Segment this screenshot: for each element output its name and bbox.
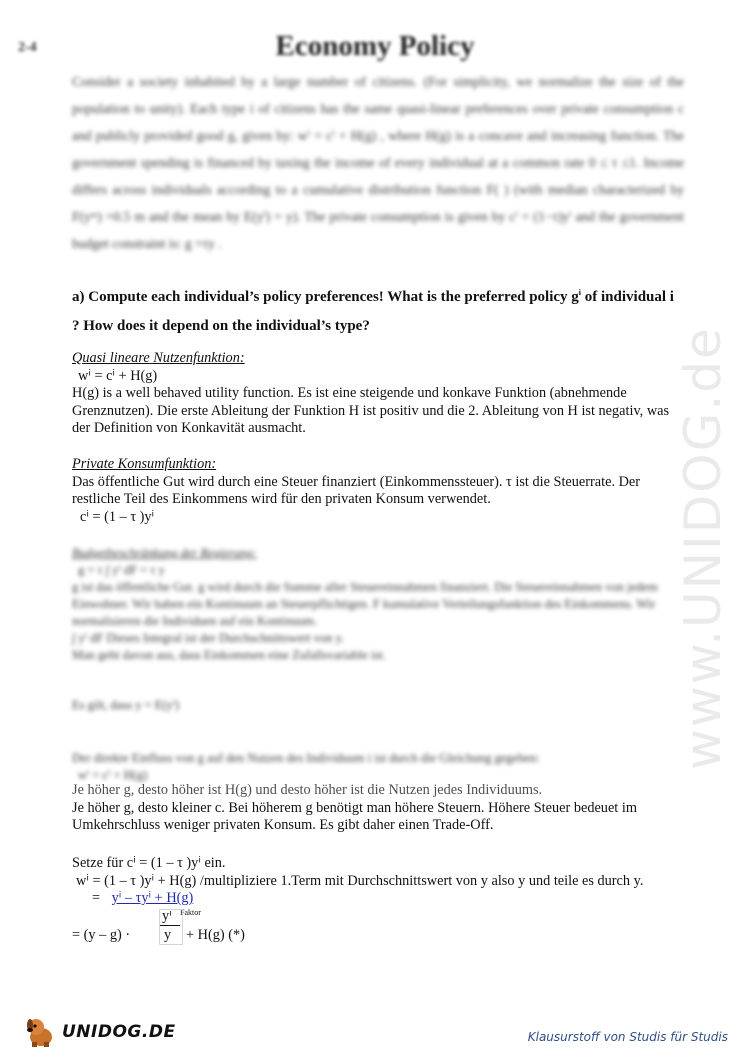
fraction-prefix: = (y – g) · bbox=[72, 926, 131, 943]
question-sup: i bbox=[578, 288, 582, 297]
section-text: Je höher g, desto höher ist H(g) und desto höher ist die Nutzen jedes Individuums. bbox=[72, 782, 543, 798]
substitution-formula: wⁱ = (1 – τ )yⁱ + H(g) /multipliziere 1.Term mit Durchschnittswert von y also y und teile es durch y. bbox=[76, 872, 644, 889]
watermark: www.UNIDOG.de bbox=[674, 326, 732, 770]
section-heading: Quasi lineare Nutzenfunktion: bbox=[72, 350, 245, 366]
dog-icon bbox=[24, 1015, 58, 1049]
logo-text: UNIDOG.DE bbox=[62, 1022, 176, 1042]
question-line2: ? How does it depend on the individual’s type? bbox=[72, 318, 370, 334]
formula-utility: wⁱ = cⁱ + H(g) bbox=[78, 367, 158, 384]
section-text: Es gilt, dass y = E(yⁱ) bbox=[72, 698, 180, 712]
intro-paragraph: Consider a society inhabited by a large number of citizens. (For simplicity, we normalize the size of the population to unity). Each type i of citizens has the same quasi-linear preferences over private consumption c and publicly provided good g, given by: wⁱ = cⁱ + H(g) , where H(g) is a concave and increasing function. The government spending is financed by taxing the income of every individual at a common rate 0 ≤ τ ≤1. Income differs across individuals according to a cumulative distribution function F( ) (with median characterized by F(yᵐ) =0.5 m and the mean by E(yⁱ) = y). The private consumption is given by cⁱ = (1−τ)yⁱ and the government budget constraint is: g =τy . bbox=[72, 74, 684, 251]
section-text: Das öffentliche Gut wird durch eine Steuer finanziert (Einkommenssteuer). τ ist die Steuerrate. Der restliche Teil des Einkommens wird für den privaten Konsum verwendet. bbox=[72, 473, 641, 507]
section-heading: Budgetbeschränkung der Regierung: bbox=[72, 546, 257, 560]
blue-expression: yⁱ – τyⁱ + H(g) bbox=[111, 890, 194, 906]
substitution-step bbox=[72, 890, 682, 908]
section-line: Man geht davon aus, dass Einkommen eine Zufallsvariable ist. bbox=[72, 648, 386, 662]
page-number: 2-4 bbox=[18, 40, 37, 55]
fraction-numerator: yⁱ bbox=[162, 907, 172, 924]
page-title: Economy Policy bbox=[275, 30, 475, 62]
formula-budget: g = τ ∫ yⁱ dF = τ y bbox=[78, 563, 165, 577]
section-text: Je höher g, desto kleiner c. Bei höherem g benötigt man höhere Steuern. Höhere Steuer bedeuet im Umkehrschluss weniger privaten Konsum. Es gibt daher einen Trade-Off. bbox=[72, 799, 637, 833]
question-line1: a) Compute each individual’s policy preferences! What is the preferred policy g bbox=[72, 289, 579, 305]
section-trade-off bbox=[72, 782, 682, 835]
section-text: Der direkte Einfluss von g auf den Nutzen des Individuum i ist durch die Gleichung gegeben: bbox=[72, 751, 540, 765]
fraction-suffix: + H(g) (*) bbox=[186, 926, 245, 943]
footer-slogan: Klausurstoff von Studis für Studis bbox=[527, 1030, 728, 1044]
formula-consumption: cⁱ = (1 – τ )yⁱ bbox=[80, 508, 155, 525]
factor-box bbox=[159, 909, 183, 945]
equals-sign: = bbox=[92, 890, 101, 906]
section-utility-function bbox=[72, 350, 682, 438]
section-line: ∫ yⁱ dF Dieses Integral ist der Durchschnittswert von y. bbox=[72, 631, 345, 645]
factor-label: Faktor bbox=[180, 907, 201, 917]
section-budget-constraint bbox=[72, 545, 682, 664]
unidog-logo bbox=[24, 1015, 176, 1049]
section-consumption-function bbox=[72, 456, 682, 526]
section-text: H(g) is a well behaved utility function. Es ist eine steigende und konkave Funktion (abnehmende Grenznutzen). Die erste Ableitung der Funktion H ist positiv und die 2. Ableitung von H ist negativ, was der Definition von Konkavität ausmacht. bbox=[72, 385, 670, 436]
question-a bbox=[72, 278, 684, 341]
section-heading: Private Konsumfunktion: bbox=[72, 456, 217, 472]
section-direct-effect bbox=[72, 750, 682, 784]
section-text: g ist das öffentliche Gut. g wird durch die Summe aller Steuereinnahmen finanziert. Die Steuereinnahmen von jedem Einwohner. Wir haben ein Kontinuum an Steuerpflichtigen. F kumulative Verteilungsfunktion des Einkommens. Wir normalisieren die Individuen auf ein Kontinuum. bbox=[72, 580, 658, 628]
substitution-line: Setze für cⁱ = (1 – τ )yⁱ ein. bbox=[72, 855, 226, 871]
section-mean-income bbox=[72, 697, 682, 715]
formula-utility-repeat: wⁱ = cⁱ + H(g) bbox=[78, 768, 148, 782]
question-line1-end: of individual i bbox=[581, 289, 674, 305]
fraction-denominator: y bbox=[164, 926, 172, 943]
